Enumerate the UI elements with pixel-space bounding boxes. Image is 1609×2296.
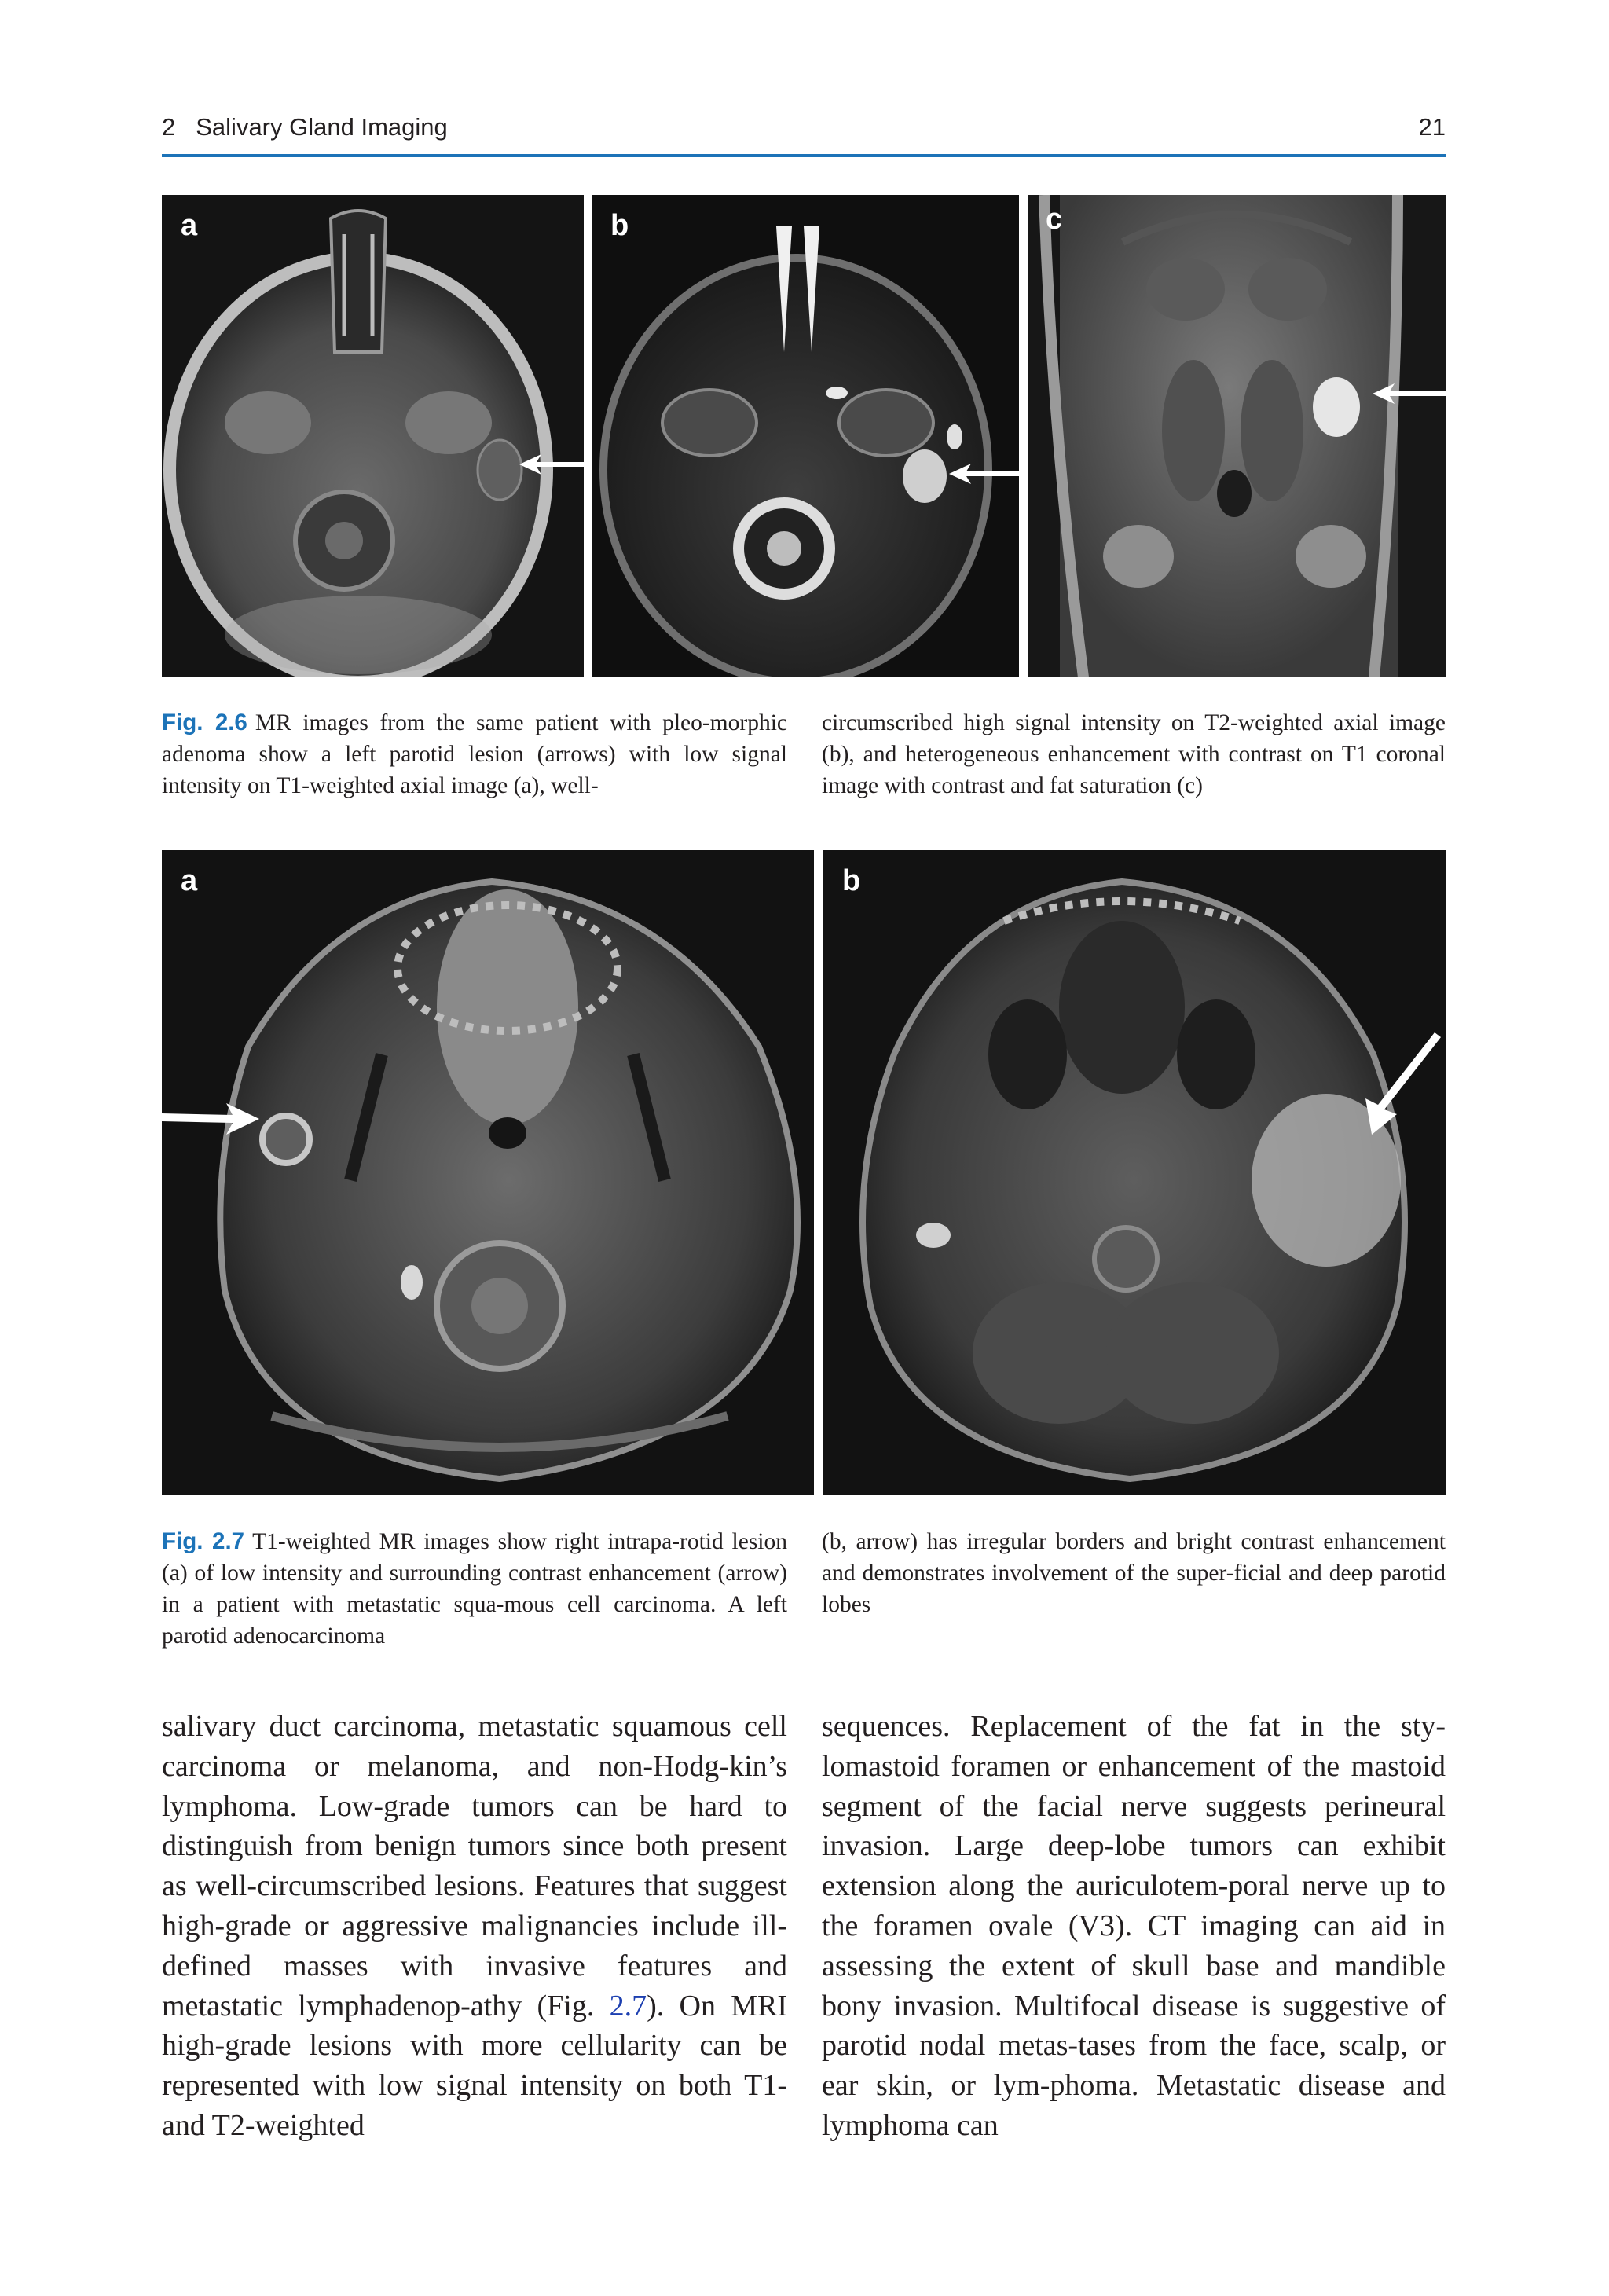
- figure-2-6-caption-col1: [162, 707, 787, 801]
- caption-text: MR images from the same patient with pleo-morphic adenoma show a left parotid lesion (arrows) with low signal intensity on T1-weighted axial image (a), well-: [162, 710, 787, 798]
- caption-text: T1-weighted MR images show right intrapa-rotid lesion (a) of low intensity and surrounding contrast enhancement (arrow) in a patient with metastatic squa-mous cell carcinoma. A left parotid adenocarcinoma: [162, 1529, 788, 1649]
- figure-2-6-panel-a: [162, 195, 584, 677]
- figure-2-6-panel-c: [1028, 195, 1446, 677]
- mri-axial-t2-image: [592, 195, 1019, 677]
- figure-2-6-caption-col2: [822, 707, 1446, 801]
- figure-2-7-panel-a: [162, 850, 814, 1495]
- figure-2-7-caption-col2: [822, 1526, 1446, 1620]
- figure-label: Fig. 2.6: [162, 710, 247, 735]
- chapter-title: Salivary Gland Imaging: [196, 113, 448, 141]
- mri-axial-t1-left-parotid-image: [823, 850, 1446, 1495]
- body-text: salivary duct carcinoma, metastatic squamous cell carcinoma or melanoma, and non-Hodg-kin’s lymphoma. Low-grade tumors can be hard to distinguish from benign tumors since both present as well-circumscribed lesions. Features that suggest high-grade or aggressive malignancies include ill-defined masses with invasive features and metastatic lymphadenop-athy (Fig.: [162, 1710, 787, 2023]
- caption-text: circumscribed high signal intensity on T2-weighted axial image (b), and heterogeneous enhancement with contrast on T1 coronal image with contrast and fat saturation (c): [822, 710, 1446, 798]
- figure-2-6-panel-b: [592, 195, 1019, 677]
- caption-text: (b, arrow) has irregular borders and bright contrast enhancement and demonstrates involvement of the super-ficial and deep parotid lobes: [822, 1529, 1446, 1617]
- figure-reference-link[interactable]: 2.7: [609, 1989, 647, 2023]
- mri-axial-t1-image: [162, 195, 584, 677]
- panel-letter-a: a: [181, 209, 198, 242]
- chapter-number: 2: [162, 113, 176, 141]
- mri-coronal-t1-contrast-image: [1028, 195, 1446, 677]
- panel-letter-a: a: [181, 864, 198, 897]
- arrow-icon: [949, 464, 1019, 484]
- body-column-right: [822, 1707, 1446, 2146]
- arrow-icon: [1365, 1032, 1444, 1135]
- figure-2-7-panel-b: [823, 850, 1446, 1495]
- arrow-icon: [162, 1103, 259, 1135]
- page-number: 21: [1418, 113, 1446, 141]
- arrow-icon: [519, 454, 584, 475]
- figure-2-7-caption-col1: [162, 1526, 787, 1652]
- chapter-heading: [162, 113, 448, 141]
- running-head: [162, 110, 1446, 157]
- body-column-left: [162, 1707, 787, 2146]
- mri-axial-t1-right-parotid-image: [162, 850, 814, 1495]
- body-text: ). On MRI high-grade lesions with more cellularity can be represented with low signal intensity on both T1- and T2-weighted: [162, 1989, 787, 2142]
- arrow-icon: [1373, 383, 1446, 404]
- figure-label: Fig. 2.7: [162, 1528, 245, 1554]
- body-text: sequences. Replacement of the fat in the sty-lomastoid foramen or enhancement of the mastoid segment of the facial nerve suggests perineural invasion. Large deep-lobe tumors can exhibit extension along the auriculotem-poral nerve up to the foramen ovale (V3). CT imaging can aid in assessing the extent of skull base and mandible bony invasion. Multifocal disease is suggestive of parotid nodal metas-tases from the face, scalp, or ear skin, or lym-phoma. Metastatic disease and lymphoma can: [822, 1710, 1446, 2142]
- panel-letter-b: b: [842, 864, 861, 897]
- panel-letter-c: c: [1046, 203, 1063, 236]
- panel-letter-b: b: [610, 209, 629, 242]
